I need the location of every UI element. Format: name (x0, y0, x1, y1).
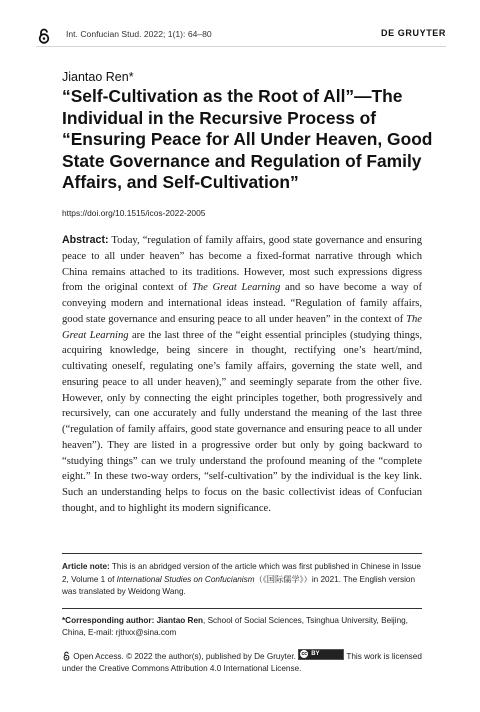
cc-badge-label: cc (301, 650, 307, 657)
journal-title-italic: International Studies on Confucianism (116, 574, 255, 584)
license-text: This work is licensed under the Creative Commons Attribution 4.0 International License. (62, 651, 422, 673)
journal-citation: Int. Confucian Stud. 2022; 1(1): 64–80 (66, 29, 212, 39)
article-note-label: Article note: (62, 562, 110, 571)
article-note-text-1: This is an abridged version of the article which was first published in Chinese in Issue 2, Volume 1 of (62, 562, 421, 584)
article-title: “Self-Cultivation as the Root of All”—The Individual in the Recursive Process of “Ensuring Peace for All Under Heaven, Good State Governance and Regulation of Family Affairs, and Self-Cultivation” (62, 86, 433, 192)
cc-by-license-icon[interactable] (298, 649, 344, 660)
page-header (36, 26, 446, 47)
book-title-2: The Great Learning (62, 313, 422, 341)
article-note (62, 561, 422, 599)
abstract-text-2: and so have become a way of conveying modern and international ideas instead. “Regulation of family affairs, good state governance and ensuring peace to all under heaven” in the context of (62, 282, 423, 325)
article-note-text-2: （《国际儒学》）in 2021. The English version was translated by Weidong Wang. (62, 574, 415, 596)
doi-link[interactable]: https://doi.org/10.1515/icos-2022-2005 (62, 208, 206, 218)
abstract (62, 233, 422, 517)
footnote-divider (62, 608, 422, 609)
publisher-logo: DE GRUYTER (380, 28, 446, 38)
footnotes (62, 553, 422, 685)
abstract-text-3: are the last three of the “eight essential principles (studying things, acquiring knowledge, being sincere in thought, rectifying one’s heart/mind, cultivating oneself, regulating one’s family affairs, governing the state well, and ensuring peace to all under heaven),” and seemingly separate from the other five. However, only by connecting the eight principles together, both progressively and recursively, can one accurately and fully understand the meaning of the last three (“regulation of family affairs, good state governance and ensuring peace to all under heaven”). They are listed in a progressive order but only by going backward to “studying things” can we truly understand the profound meaning of the “complete eight.” In these two-way orders, “self-cultivation” by the individual is the key link. Such an understanding helps to focus on the basic collectivist ideas of Confucian thought, and to highlight its modern significance. (62, 329, 422, 514)
open-access-note (62, 649, 422, 676)
by-badge-label: BY (311, 650, 320, 657)
corresponding-author-text: , School of Social Sciences, Tsinghua University, Beijing, China, E-mail: rjthxx@sina.com (62, 615, 408, 637)
open-access-icon (36, 28, 52, 44)
abstract-label: Abstract: (62, 234, 109, 246)
open-access-icon (62, 651, 71, 661)
book-title-1: The Great Learning (191, 282, 281, 294)
corresponding-author-label: *Corresponding author: Jiantao Ren (62, 615, 204, 625)
abstract-text-1: Today, “regulation of family affairs, good state governance and ensuring peace to all under heaven” has become a fixed-format narrative through which China remains attached to its traditions. However, most such expressions digress from the original context of (62, 235, 422, 294)
author-name: Jiantao Ren* (62, 70, 134, 84)
corresponding-author-note (62, 615, 422, 640)
open-access-text: Open Access. © 2022 the author(s), published by De Gruyter. (71, 651, 299, 661)
